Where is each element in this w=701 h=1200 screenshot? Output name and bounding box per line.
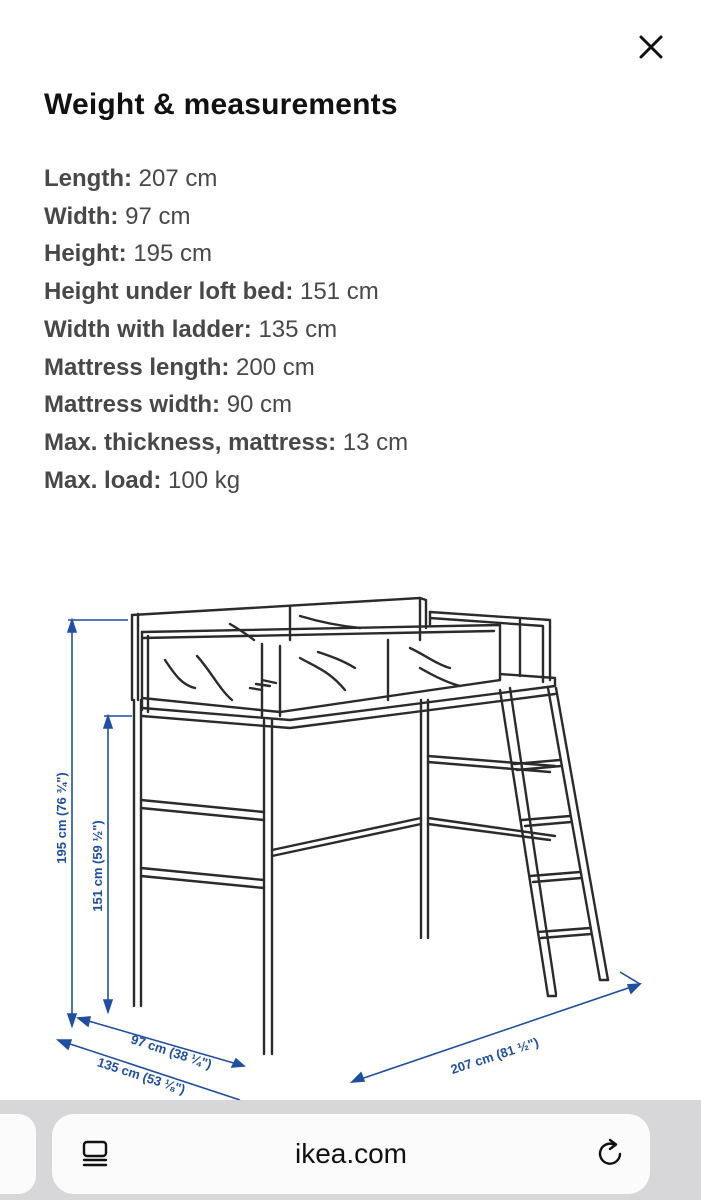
- spec-list: [44, 160, 408, 499]
- reload-icon[interactable]: [594, 1136, 628, 1170]
- bed-drawing: [132, 598, 608, 1054]
- browser-toolbar: [0, 1100, 701, 1200]
- close-button[interactable]: [632, 30, 670, 64]
- loft-bed-dimension-diagram: [0, 580, 701, 1100]
- page-title: Weight & measurements: [44, 88, 398, 121]
- close-icon: [638, 34, 664, 60]
- spec-width-with-ladder: Width with ladder: 135 cm: [44, 315, 338, 343]
- spec-height: Height: 195 cm: [44, 240, 213, 268]
- dim-length-label: 207 cm (81 ½"): [448, 1034, 541, 1077]
- spec-height-under-loft: Height under loft bed: 151 cm: [44, 278, 379, 306]
- spec-length: Length: 207 cm: [44, 165, 218, 192]
- address-bar[interactable]: [52, 1114, 650, 1194]
- dim-width-label: 97 cm (38 ¼"): [129, 1031, 214, 1072]
- spec-mattress-width: Mattress width: 90 cm: [44, 391, 293, 419]
- spec-max-load: Max. load: 100 kg: [44, 466, 241, 494]
- spec-width: Width: 97 cm: [44, 202, 191, 230]
- dim-width-ladder-label: 135 cm (53 ⅛"): [95, 1054, 188, 1097]
- previous-tab[interactable]: [0, 1114, 36, 1194]
- url-text[interactable]: ikea.com: [294, 1138, 408, 1169]
- spec-mattress-length: Mattress length: 200 cm: [44, 353, 315, 381]
- dim-height-total-label: 195 cm (76 ¾"): [54, 772, 69, 864]
- spec-max-thickness: Max. thickness, mattress: 13 cm: [44, 428, 409, 456]
- dim-height-under-label: 151 cm (59 ½"): [90, 820, 105, 912]
- dimension-lines: [58, 620, 640, 1100]
